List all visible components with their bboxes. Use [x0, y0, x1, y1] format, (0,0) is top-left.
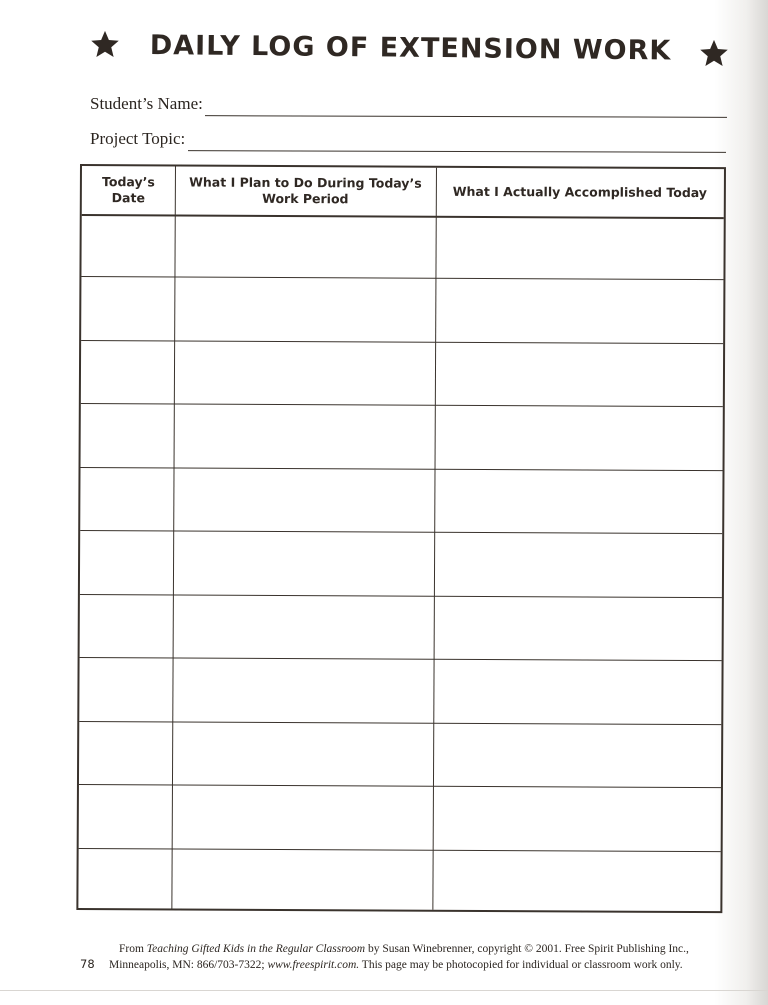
- footer-line-2: [109, 959, 683, 971]
- worksheet-title: DAILY LOG OF EXTENSION WORK: [149, 30, 672, 67]
- table-row: [78, 849, 720, 916]
- date-cell[interactable]: [81, 214, 174, 277]
- done-cell[interactable]: [433, 660, 721, 724]
- table-body: [78, 214, 723, 911]
- date-cell[interactable]: [80, 595, 173, 658]
- footer-address: Minneapolis, MN: 866/703-7322;: [109, 959, 268, 971]
- date-cell[interactable]: [79, 785, 172, 848]
- table-row: [79, 722, 721, 789]
- footer-line-1: [119, 943, 689, 955]
- date-cell[interactable]: [79, 722, 172, 785]
- book-title: Teaching Gifted Kids in the Regular Classroom: [146, 943, 366, 955]
- page-edge-shadow: [746, 0, 768, 1005]
- plan-cell[interactable]: [173, 595, 434, 659]
- student-name-row: [90, 94, 730, 122]
- table-header: [82, 166, 724, 219]
- plan-cell[interactable]: [174, 278, 435, 342]
- footer-website: www.freespirit.com.: [267, 959, 360, 971]
- table-row: [81, 404, 723, 471]
- plan-cell[interactable]: [174, 405, 435, 469]
- plan-cell[interactable]: [174, 214, 435, 278]
- header-done: What I Actually Accomplished Today: [452, 183, 708, 201]
- table-row: [79, 785, 721, 852]
- header-plan: What I Plan to Do During Today’s Work Period: [189, 174, 422, 207]
- log-table: [76, 164, 726, 913]
- footer-prefix: From: [119, 943, 147, 955]
- table-row: [80, 468, 722, 535]
- done-cell[interactable]: [433, 723, 721, 787]
- done-cell[interactable]: [432, 850, 720, 915]
- done-cell[interactable]: [435, 343, 723, 407]
- plan-cell[interactable]: [172, 659, 433, 723]
- plan-cell[interactable]: [172, 722, 433, 786]
- student-name-field[interactable]: [205, 115, 727, 118]
- star-icon: [90, 29, 120, 59]
- table-row: [81, 277, 723, 344]
- table-row: [80, 595, 722, 662]
- page-number: 78: [80, 957, 95, 971]
- plan-cell[interactable]: [172, 786, 433, 850]
- plan-cell[interactable]: [174, 341, 435, 405]
- plan-cell[interactable]: [173, 468, 434, 532]
- footer-permission: This page may be photocopied for individual or classroom work only.: [359, 959, 683, 971]
- footer-copyright: by Susan Winebrenner, copyright © 2001. Free Spirit Publishing Inc.,: [365, 943, 689, 955]
- date-cell[interactable]: [80, 468, 173, 531]
- done-cell[interactable]: [433, 787, 721, 851]
- done-cell[interactable]: [434, 470, 722, 534]
- table-row: [80, 531, 722, 598]
- date-cell[interactable]: [81, 404, 174, 467]
- header-date: Today’s Date: [101, 174, 155, 206]
- done-cell[interactable]: [435, 216, 723, 280]
- date-cell[interactable]: [79, 658, 172, 721]
- table-row: [81, 341, 723, 408]
- done-cell[interactable]: [435, 279, 723, 343]
- plan-cell[interactable]: [173, 532, 434, 596]
- project-topic-label: Project Topic:: [90, 129, 186, 148]
- done-cell[interactable]: [434, 533, 722, 597]
- project-topic-row: [90, 129, 730, 157]
- project-topic-field[interactable]: [188, 150, 726, 153]
- student-name-label: Student’s Name:: [90, 94, 203, 113]
- star-icon: [699, 38, 729, 68]
- table-row: [79, 658, 721, 725]
- plan-cell[interactable]: [171, 849, 432, 914]
- date-cell[interactable]: [81, 277, 174, 340]
- date-cell[interactable]: [81, 341, 174, 404]
- table-row: [81, 214, 723, 281]
- done-cell[interactable]: [434, 596, 722, 660]
- date-cell[interactable]: [78, 849, 171, 913]
- done-cell[interactable]: [435, 406, 723, 470]
- page-bottom-edge: [0, 990, 768, 991]
- date-cell[interactable]: [80, 531, 173, 594]
